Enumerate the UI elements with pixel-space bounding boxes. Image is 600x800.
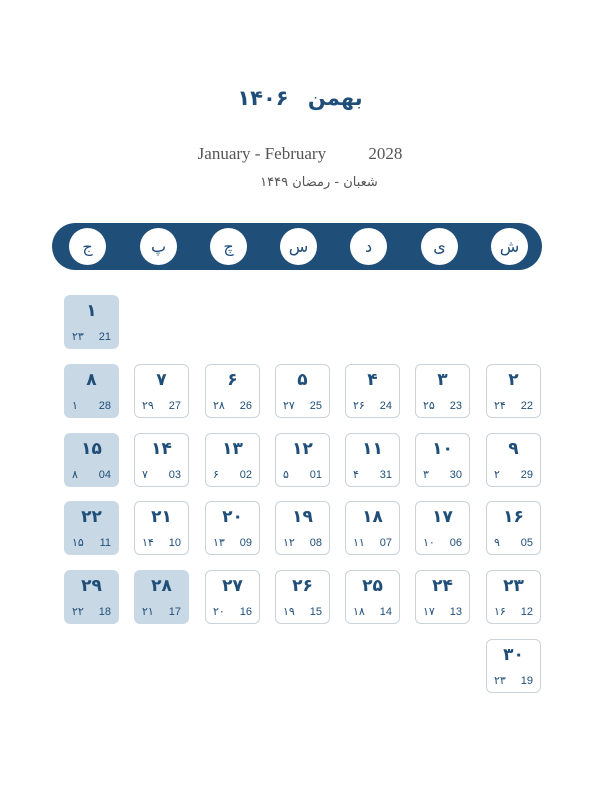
persian-day-number: ۱ — [86, 301, 97, 321]
hijri-day-number: ۱۳ — [213, 536, 225, 549]
persian-day-number: ۲۰ — [222, 507, 243, 527]
hijri-subtitle — [0, 175, 600, 190]
hijri-day-number: ۲۰ — [213, 605, 225, 618]
persian-day-number: ۱۰ — [432, 439, 453, 459]
persian-day-number: ۷ — [156, 370, 167, 390]
day-cell[interactable] — [486, 570, 541, 624]
persian-month-name: بهمن — [307, 86, 363, 110]
day-cell[interactable] — [275, 501, 330, 555]
persian-day-number: ۲۴ — [432, 576, 453, 596]
gregorian-day-number: 04 — [98, 469, 111, 481]
gregorian-day-number: 03 — [168, 469, 181, 481]
persian-year: ۱۴۰۶ — [237, 86, 289, 110]
gregorian-day-number: 30 — [449, 469, 462, 481]
day-cell[interactable] — [134, 501, 189, 555]
gregorian-day-number: 29 — [520, 469, 533, 481]
persian-day-number: ۱۱ — [362, 439, 383, 459]
gregorian-day-number: 12 — [520, 606, 533, 618]
hijri-day-number: ۱۷ — [423, 605, 435, 618]
gregorian-day-number: 22 — [520, 400, 533, 412]
weekday-label: د — [350, 228, 387, 265]
hijri-day-number: ۹ — [494, 536, 500, 549]
gregorian-day-number: 31 — [379, 469, 392, 481]
persian-day-number: ۶ — [227, 370, 238, 390]
persian-day-number: ۱۵ — [81, 439, 102, 459]
day-cell[interactable] — [275, 433, 330, 487]
gregorian-day-number: 23 — [449, 400, 462, 412]
hijri-day-number: ۱۱ — [353, 536, 365, 549]
day-cell[interactable] — [205, 433, 260, 487]
gregorian-day-number: 21 — [98, 331, 111, 343]
persian-day-number: ۲۳ — [503, 576, 524, 596]
day-cell[interactable] — [275, 364, 330, 418]
gregorian-day-number: 18 — [98, 606, 111, 618]
weekday-label: س — [280, 228, 317, 265]
gregorian-day-number: 10 — [168, 537, 181, 549]
day-cell[interactable] — [486, 639, 541, 693]
gregorian-day-number: 11 — [99, 537, 111, 549]
persian-day-number: ۲ — [508, 370, 519, 390]
persian-day-number: ۳۰ — [503, 645, 524, 665]
hijri-day-number: ۲۷ — [283, 399, 295, 412]
hijri-day-number: ۱۰ — [423, 536, 435, 549]
gregorian-day-number: 13 — [449, 606, 462, 618]
hijri-day-number: ۱۹ — [283, 605, 295, 618]
hijri-day-number: ۳ — [423, 468, 429, 481]
gregorian-day-number: 28 — [98, 400, 111, 412]
day-cell[interactable] — [205, 570, 260, 624]
hijri-day-number: ۶ — [213, 468, 219, 481]
hijri-day-number: ۱۴ — [142, 536, 154, 549]
hijri-day-number: ۲۶ — [353, 399, 365, 412]
day-cell[interactable] — [345, 433, 400, 487]
hijri-day-number: ۲۵ — [423, 399, 435, 412]
persian-day-number: ۲۲ — [81, 507, 102, 527]
gregorian-day-number: 27 — [168, 400, 181, 412]
hijri-day-number: ۲۳ — [72, 330, 84, 343]
hijri-day-number: ۲ — [494, 468, 500, 481]
day-cell[interactable] — [134, 364, 189, 418]
day-cell[interactable] — [345, 364, 400, 418]
weekday-label: چ — [210, 228, 247, 265]
weekday-label: ی — [421, 228, 458, 265]
gregorian-subtitle — [0, 144, 600, 164]
gregorian-day-number: 17 — [168, 606, 181, 618]
persian-day-number: ۲۹ — [81, 576, 102, 596]
persian-day-number: ۴ — [367, 370, 378, 390]
weekday-header-bar — [52, 223, 542, 270]
hijri-day-number: ۲۳ — [494, 674, 506, 687]
hijri-day-number: ۷ — [142, 468, 148, 481]
persian-day-number: ۵ — [297, 370, 308, 390]
day-cell-holiday[interactable] — [134, 570, 189, 624]
hijri-year: ۱۴۴۹ — [260, 175, 289, 190]
day-cell[interactable] — [486, 433, 541, 487]
day-cell[interactable] — [415, 364, 470, 418]
day-cell[interactable] — [345, 501, 400, 555]
persian-day-number: ۲۷ — [222, 576, 243, 596]
day-cell[interactable] — [415, 501, 470, 555]
hijri-day-number: ۱۶ — [494, 605, 506, 618]
gregorian-day-number: 02 — [239, 469, 252, 481]
day-cell[interactable] — [486, 501, 541, 555]
weekday-label: ش — [491, 228, 528, 265]
calendar-title — [0, 86, 600, 110]
persian-day-number: ۲۵ — [362, 576, 383, 596]
gregorian-day-number: 14 — [379, 606, 392, 618]
gregorian-day-number: 24 — [379, 400, 392, 412]
day-cell[interactable] — [134, 433, 189, 487]
day-cell-holiday[interactable] — [64, 501, 119, 555]
day-cell[interactable] — [415, 570, 470, 624]
gregorian-day-number: 07 — [379, 537, 392, 549]
gregorian-year: 2028 — [368, 144, 403, 163]
day-cell[interactable] — [486, 364, 541, 418]
persian-day-number: ۱۸ — [362, 507, 383, 527]
gregorian-day-number: 25 — [309, 400, 322, 412]
gregorian-day-number: 06 — [449, 537, 462, 549]
hijri-day-number: ۸ — [72, 468, 78, 481]
gregorian-day-number: 05 — [520, 537, 533, 549]
persian-day-number: ۱۲ — [292, 439, 313, 459]
gregorian-day-number: 08 — [309, 537, 322, 549]
day-cell-holiday[interactable] — [64, 570, 119, 624]
day-cell[interactable] — [205, 364, 260, 418]
hijri-day-number: ۲۹ — [142, 399, 154, 412]
hijri-day-number: ۱۲ — [283, 536, 295, 549]
day-cell[interactable] — [345, 570, 400, 624]
day-cell[interactable] — [205, 501, 260, 555]
persian-day-number: ۲۶ — [292, 576, 313, 596]
hijri-day-number: ۱۵ — [72, 536, 84, 549]
gregorian-day-number: 01 — [309, 469, 322, 481]
hijri-day-number: ۱ — [72, 399, 78, 412]
hijri-day-number: ۲۴ — [494, 399, 506, 412]
day-cell[interactable] — [415, 433, 470, 487]
persian-day-number: ۱۹ — [292, 507, 313, 527]
persian-day-number: ۳ — [437, 370, 448, 390]
weekday-label: ج — [69, 228, 106, 265]
weekday-label: پ — [140, 228, 177, 265]
day-cell-holiday[interactable] — [64, 433, 119, 487]
hijri-day-number: ۲۱ — [142, 605, 154, 618]
hijri-day-number: ۲۲ — [72, 605, 84, 618]
gregorian-day-number: 26 — [239, 400, 252, 412]
hijri-day-number: ۲۸ — [213, 399, 225, 412]
persian-day-number: ۱۶ — [503, 507, 524, 527]
gregorian-day-number: 16 — [239, 606, 252, 618]
hijri-day-number: ۴ — [353, 468, 359, 481]
hijri-day-number: ۱۸ — [353, 605, 365, 618]
hijri-day-number: ۵ — [283, 468, 289, 481]
persian-day-number: ۱۳ — [222, 439, 243, 459]
persian-day-number: ۹ — [508, 439, 519, 459]
gregorian-day-number: 09 — [239, 537, 252, 549]
day-cell-holiday[interactable] — [64, 295, 119, 349]
day-cell-holiday[interactable] — [64, 364, 119, 418]
hijri-months: شعبان - رمضان — [292, 175, 378, 190]
gregorian-day-number: 19 — [520, 675, 533, 687]
persian-day-number: ۱۴ — [151, 439, 172, 459]
gregorian-months: January - February — [197, 144, 327, 163]
gregorian-day-number: 15 — [309, 606, 322, 618]
persian-day-number: ۸ — [86, 370, 97, 390]
day-cell[interactable] — [275, 570, 330, 624]
persian-day-number: ۱۷ — [432, 507, 453, 527]
persian-day-number: ۲۸ — [151, 576, 172, 596]
persian-day-number: ۲۱ — [151, 507, 172, 527]
